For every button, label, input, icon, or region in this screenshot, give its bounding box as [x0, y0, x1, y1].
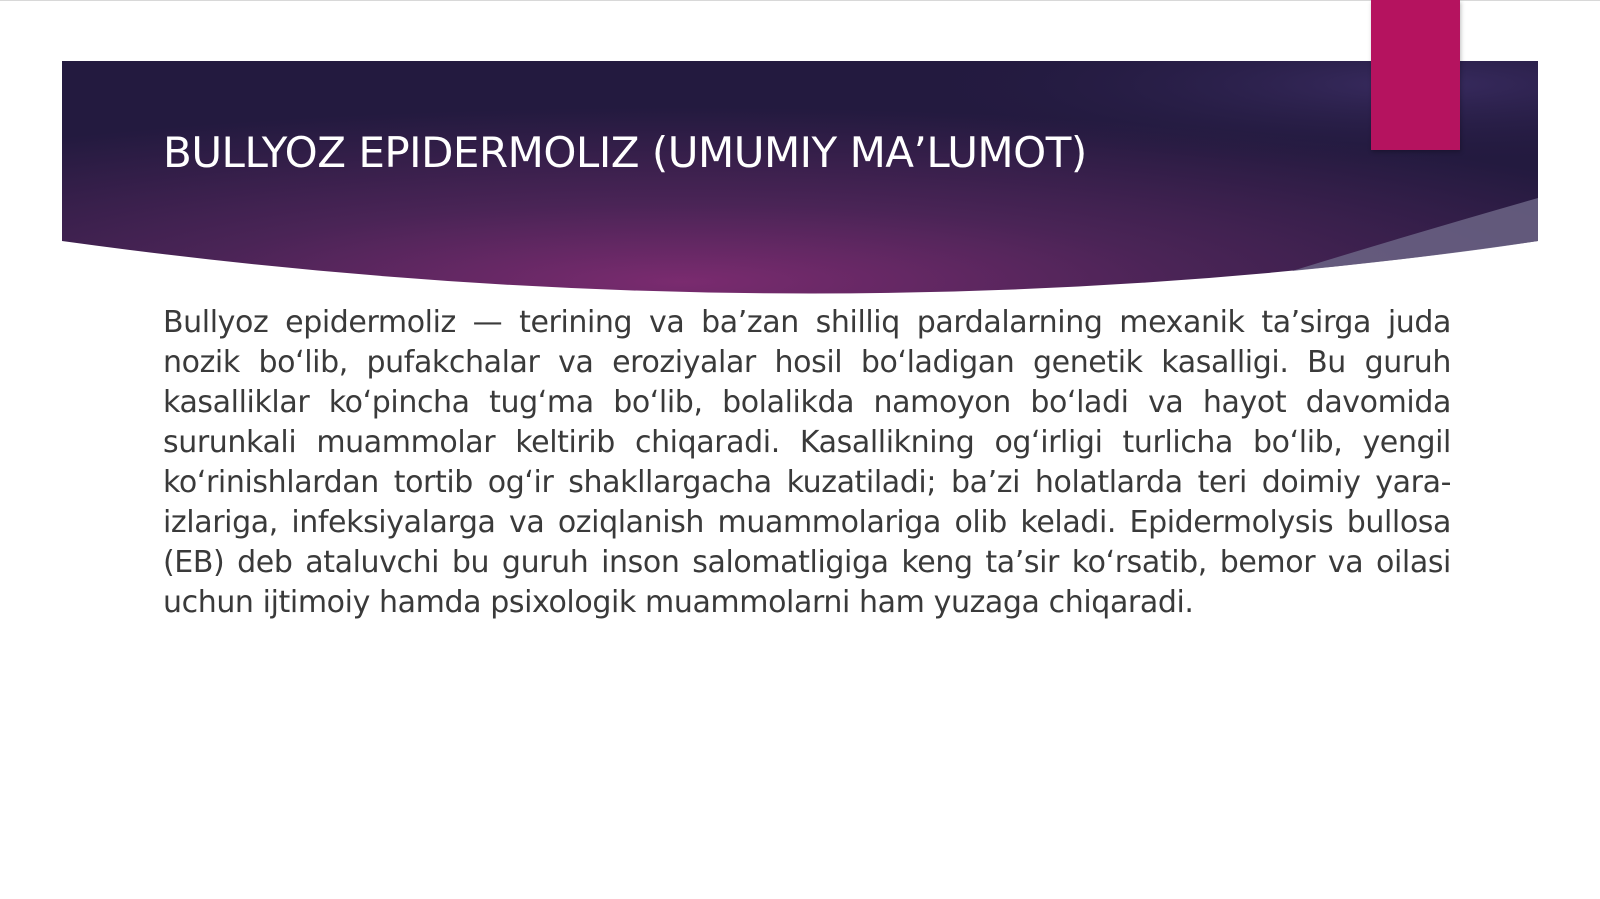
- title-banner: [62, 61, 1538, 301]
- accent-tab: [1371, 0, 1460, 150]
- top-divider: [0, 0, 1600, 1]
- slide-body-text: Bullyoz epidermoliz — terining va ba’zan shilliq pardalarning mexanik ta’sirga juda nozik bo‘lib, pufakchalar va eroziyalar hosil bo‘ladigan genetik kasalligi. Bu guruh kasalliklar ko‘pincha tug‘ma bo‘lib, bolalikda namoyon bo‘ladi va hayot davomida surunkali muammolar keltirib chiqaradi. Kasallikning og‘irligi turlicha bo‘lib, yengil ko‘rinishlardan tortib og‘ir shakllargacha kuzatiladi; ba’zi holatlarda teri doimiy yara-izlariga, infeksiyalarga va oziqlanish muammolariga olib keladi. Epidermolysis bullosa (EB) deb ataluvchi bu guruh inson salomatligiga keng ta’sir ko‘rsatib, bemor va oilasi uchun ijtimoiy hamda psixologik muammolarni ham yuzaga chiqaradi.: [163, 305, 1451, 620]
- slide-title: BULLYOZ EPIDERMOLIZ (UMUMIY MA’LUMOT): [163, 128, 1087, 177]
